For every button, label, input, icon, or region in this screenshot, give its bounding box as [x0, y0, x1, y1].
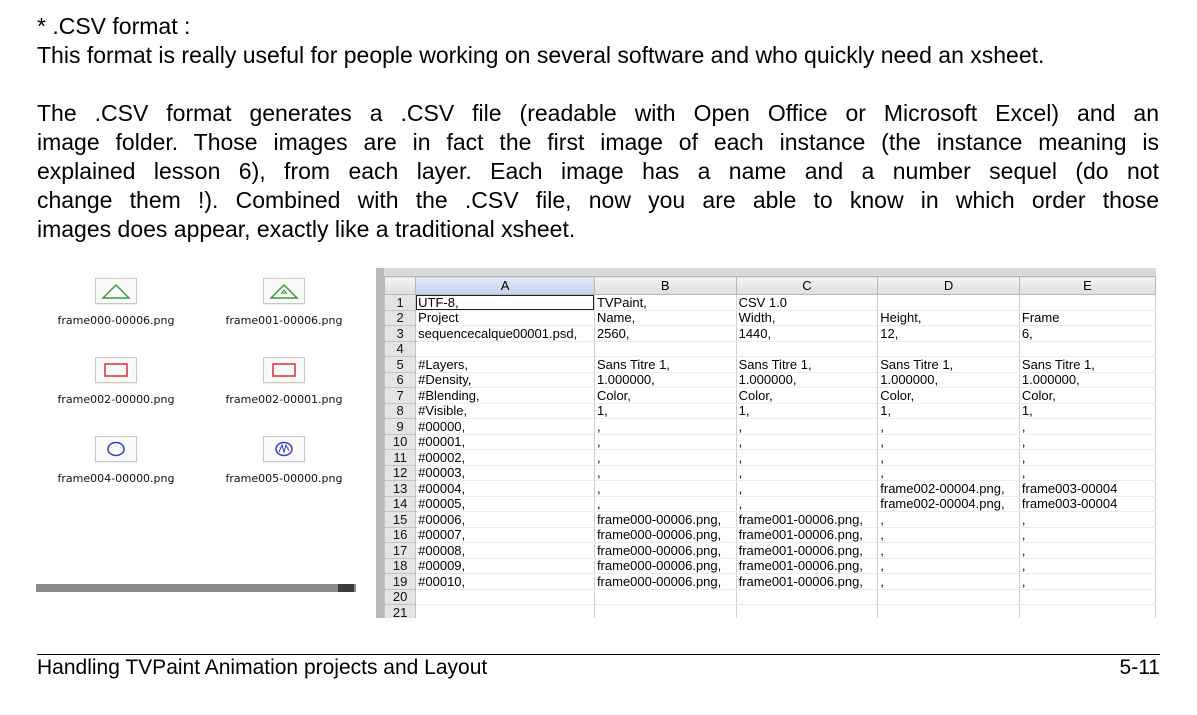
row-number[interactable]: 11	[385, 450, 416, 466]
row-number[interactable]: 10	[385, 434, 416, 450]
table-cell[interactable]: frame000-00006.png,	[594, 558, 736, 574]
table-cell[interactable]	[416, 605, 595, 619]
row-number[interactable]: 2	[385, 310, 416, 326]
table-cell[interactable]: ,	[1019, 465, 1155, 481]
table-cell[interactable]	[736, 589, 878, 605]
body-paragraph	[37, 99, 1159, 244]
table-cell[interactable]: ,	[878, 558, 1020, 574]
blue-circle-thumbnail-icon	[95, 436, 137, 462]
row-number[interactable]: 20	[385, 589, 416, 605]
sheet-edge	[376, 268, 384, 618]
table-cell[interactable]: frame002-00004.png,	[878, 481, 1020, 497]
row-number[interactable]: 6	[385, 372, 416, 388]
table-cell[interactable]: ,	[1019, 419, 1155, 435]
table-cell[interactable]: ,	[736, 481, 878, 497]
table-cell[interactable]: Name,	[594, 310, 736, 326]
table-cell[interactable]: ,	[736, 496, 878, 512]
table-cell[interactable]: #00006,	[416, 512, 595, 528]
paragraph-line: change them !). Combined with the .CSV file, now you are able to know in which order those	[37, 187, 1159, 213]
table-cell[interactable]: 2560,	[594, 326, 736, 342]
table-row	[385, 450, 1156, 466]
table-row	[385, 481, 1156, 497]
row-number[interactable]: 19	[385, 574, 416, 590]
table-cell[interactable]: #00005,	[416, 496, 595, 512]
red-rectangle-thumbnail-icon	[95, 357, 137, 383]
table-cell[interactable]: #00008,	[416, 543, 595, 559]
table-cell[interactable]: ,	[1019, 450, 1155, 466]
table-row	[385, 543, 1156, 559]
table-cell[interactable]: ,	[878, 450, 1020, 466]
table-cell[interactable]: ,	[1019, 434, 1155, 450]
table-cell[interactable]: #Density,	[416, 372, 595, 388]
section-heading: * .CSV format :	[37, 13, 191, 39]
table-row	[385, 403, 1156, 419]
table-row	[385, 589, 1156, 605]
table-cell[interactable]: frame001-00006.png,	[736, 527, 878, 543]
table-cell[interactable]	[878, 605, 1020, 619]
table-cell[interactable]	[416, 589, 595, 605]
file-name: frame002-00000.png	[57, 393, 175, 406]
table-cell[interactable]: #Layers,	[416, 357, 595, 373]
table-cell[interactable]: Sans Titre 1,	[1019, 357, 1155, 373]
row-number[interactable]: 8	[385, 403, 416, 419]
blue-scribble-circle-thumbnail-icon	[263, 436, 305, 462]
table-row	[385, 605, 1156, 619]
table-cell[interactable]: UTF-8,	[416, 295, 595, 311]
table-row	[385, 496, 1156, 512]
row-number[interactable]: 7	[385, 388, 416, 404]
table-cell[interactable]: Color,	[736, 388, 878, 404]
table-row	[385, 419, 1156, 435]
file-name: frame005-00000.png	[225, 472, 343, 485]
table-row	[385, 310, 1156, 326]
column-header-d[interactable]: D	[878, 277, 1020, 295]
table-cell[interactable]: ,	[878, 512, 1020, 528]
table-cell[interactable]	[1019, 589, 1155, 605]
table-cell[interactable]: #00007,	[416, 527, 595, 543]
table-cell[interactable]: #Blending,	[416, 388, 595, 404]
file-item[interactable]	[36, 436, 196, 485]
table-cell[interactable]: 6,	[1019, 326, 1155, 342]
table-cell[interactable]: CSV 1.0	[736, 295, 878, 311]
table-cell[interactable]: Height,	[878, 310, 1020, 326]
table-cell[interactable]: ,	[594, 419, 736, 435]
table-cell[interactable]: ,	[594, 434, 736, 450]
table-cell[interactable]: 1.000000,	[1019, 372, 1155, 388]
row-number[interactable]: 18	[385, 558, 416, 574]
row-number[interactable]: 1	[385, 295, 416, 311]
table-cell[interactable]: #00002,	[416, 450, 595, 466]
table-row	[385, 388, 1156, 404]
table-cell[interactable]	[594, 589, 736, 605]
table-cell[interactable]: ,	[1019, 527, 1155, 543]
table-cell[interactable]: ,	[878, 419, 1020, 435]
table-cell[interactable]: Width,	[736, 310, 878, 326]
triangle-sketch-thumbnail-icon	[263, 278, 305, 304]
file-item[interactable]	[204, 357, 364, 406]
row-number[interactable]: 9	[385, 419, 416, 435]
table-cell[interactable]: frame002-00004.png,	[878, 496, 1020, 512]
table-cell[interactable]: 1440,	[736, 326, 878, 342]
table-cell[interactable]: ,	[1019, 558, 1155, 574]
page-number: 5-11	[1119, 656, 1160, 679]
table-cell[interactable]: Color,	[594, 388, 736, 404]
file-name: frame004-00000.png	[57, 472, 175, 485]
table-cell[interactable]	[878, 589, 1020, 605]
table-cell[interactable]: #00001,	[416, 434, 595, 450]
table-row	[385, 326, 1156, 342]
table-cell[interactable]: Color,	[878, 388, 1020, 404]
table-cell[interactable]: Sans Titre 1,	[594, 357, 736, 373]
table-cell[interactable]: Sans Titre 1,	[736, 357, 878, 373]
table-cell[interactable]	[594, 341, 736, 357]
paragraph-line: images does appear, exactly like a traditional xsheet.	[37, 216, 576, 242]
table-cell[interactable]	[736, 341, 878, 357]
table-cell[interactable]: ,	[594, 496, 736, 512]
row-number[interactable]: 3	[385, 326, 416, 342]
table-cell[interactable]: ,	[878, 574, 1020, 590]
table-cell[interactable]: ,	[736, 450, 878, 466]
table-row	[385, 465, 1156, 481]
row-number[interactable]: 5	[385, 357, 416, 373]
toolbar-strip	[376, 268, 1156, 276]
table-cell[interactable]: 1,	[1019, 403, 1155, 419]
table-cell[interactable]	[1019, 341, 1155, 357]
red-rectangle-thumbnail-icon	[263, 357, 305, 383]
table-cell[interactable]: ,	[878, 543, 1020, 559]
table-cell[interactable]: ,	[878, 465, 1020, 481]
file-name: frame001-00006.png	[225, 314, 343, 327]
table-row	[385, 527, 1156, 543]
table-row	[385, 372, 1156, 388]
table-row	[385, 434, 1156, 450]
paragraph-line: The .CSV format generates a .CSV file (readable with Open Office or Microsoft Excel) and an	[37, 100, 1159, 126]
table-cell[interactable]: frame001-00006.png,	[736, 512, 878, 528]
table-cell[interactable]: ,	[736, 419, 878, 435]
table-cell[interactable]: #00010,	[416, 574, 595, 590]
table-cell[interactable]: frame000-00006.png,	[594, 574, 736, 590]
triangle-thumbnail-icon	[95, 278, 137, 304]
table-cell[interactable]: 1,	[736, 403, 878, 419]
table-cell[interactable]	[1019, 605, 1155, 619]
paragraph-line: image folder. Those images are in fact the first image of each instance (the instance meaning is	[37, 129, 1159, 155]
table-row	[385, 341, 1156, 357]
row-number[interactable]: 12	[385, 465, 416, 481]
table-cell[interactable]: ,	[1019, 574, 1155, 590]
table-cell[interactable]: Frame	[1019, 310, 1155, 326]
table-cell[interactable]: frame000-00006.png,	[594, 512, 736, 528]
column-header-row	[385, 277, 1156, 295]
table-cell[interactable]: frame000-00006.png,	[594, 543, 736, 559]
table-cell[interactable]: frame003-00004	[1019, 481, 1155, 497]
table-cell[interactable]	[878, 295, 1020, 311]
table-cell[interactable]: TVPaint,	[594, 295, 736, 311]
table-row	[385, 558, 1156, 574]
table-cell[interactable]: #00000,	[416, 419, 595, 435]
table-cell[interactable]: #00009,	[416, 558, 595, 574]
table-cell[interactable]: Color,	[1019, 388, 1155, 404]
scrollbar-thumb[interactable]	[338, 584, 354, 592]
table-cell[interactable]: ,	[1019, 512, 1155, 528]
file-name: frame002-00001.png	[225, 393, 343, 406]
spreadsheet	[376, 268, 1156, 618]
table-cell[interactable]: 1,	[594, 403, 736, 419]
table-cell[interactable]	[416, 341, 595, 357]
table-cell[interactable]: 1,	[878, 403, 1020, 419]
table-cell[interactable]: Sans Titre 1,	[878, 357, 1020, 373]
table-cell[interactable]: sequencecalque00001.psd,	[416, 326, 595, 342]
table-cell[interactable]	[594, 605, 736, 619]
row-number[interactable]: 13	[385, 481, 416, 497]
row-number[interactable]: 21	[385, 605, 416, 619]
row-number[interactable]: 15	[385, 512, 416, 528]
file-item[interactable]	[204, 278, 364, 327]
table-row	[385, 512, 1156, 528]
table-cell[interactable]: 12,	[878, 326, 1020, 342]
footer-title: Handling TVPaint Animation projects and Layout	[37, 656, 488, 679]
file-item[interactable]	[36, 357, 196, 406]
image-folder-view	[36, 268, 376, 590]
intro-text: This format is really useful for people working on several software and who quickly need an xsheet.	[37, 42, 1045, 68]
table-cell[interactable]: ,	[1019, 543, 1155, 559]
file-item[interactable]	[204, 436, 364, 485]
row-number[interactable]: 14	[385, 496, 416, 512]
column-header-c[interactable]: C	[736, 277, 878, 295]
table-cell[interactable]: frame001-00006.png,	[736, 558, 878, 574]
corner-cell[interactable]	[385, 277, 416, 295]
table-row	[385, 295, 1156, 311]
table-cell[interactable]: ,	[736, 434, 878, 450]
row-number[interactable]: 17	[385, 543, 416, 559]
paragraph-line: explained lesson 6), from each layer. Each image has a name and a number sequel (do not	[37, 158, 1159, 184]
table-cell[interactable]: frame003-00004	[1019, 496, 1155, 512]
table-cell[interactable]: frame001-00006.png,	[736, 543, 878, 559]
table-cell[interactable]: #00003,	[416, 465, 595, 481]
table-cell[interactable]: #00004,	[416, 481, 595, 497]
table-cell[interactable]: ,	[594, 465, 736, 481]
row-number[interactable]: 4	[385, 341, 416, 357]
table-row	[385, 357, 1156, 373]
table-cell[interactable]: #Visible,	[416, 403, 595, 419]
column-header-a[interactable]: A	[416, 277, 595, 295]
column-header-b[interactable]: B	[594, 277, 736, 295]
table-cell[interactable]: ,	[736, 465, 878, 481]
column-header-e[interactable]: E	[1019, 277, 1155, 295]
table-cell[interactable]: frame001-00006.png,	[736, 574, 878, 590]
spreadsheet-grid	[384, 276, 1156, 618]
table-cell[interactable]: ,	[594, 481, 736, 497]
row-number[interactable]: 16	[385, 527, 416, 543]
table-cell[interactable]: 1.000000,	[878, 372, 1020, 388]
table-cell[interactable]	[878, 341, 1020, 357]
table-cell[interactable]: Project	[416, 310, 595, 326]
horizontal-scrollbar[interactable]	[36, 584, 356, 592]
table-cell[interactable]: ,	[878, 434, 1020, 450]
table-row	[385, 574, 1156, 590]
table-cell[interactable]: ,	[878, 527, 1020, 543]
table-cell[interactable]	[1019, 295, 1155, 311]
table-cell[interactable]: 1.000000,	[736, 372, 878, 388]
file-item[interactable]	[36, 278, 196, 327]
table-cell[interactable]: ,	[594, 450, 736, 466]
table-cell[interactable]	[736, 605, 878, 619]
table-cell[interactable]: 1.000000,	[594, 372, 736, 388]
file-name: frame000-00006.png	[57, 314, 175, 327]
table-cell[interactable]: frame000-00006.png,	[594, 527, 736, 543]
